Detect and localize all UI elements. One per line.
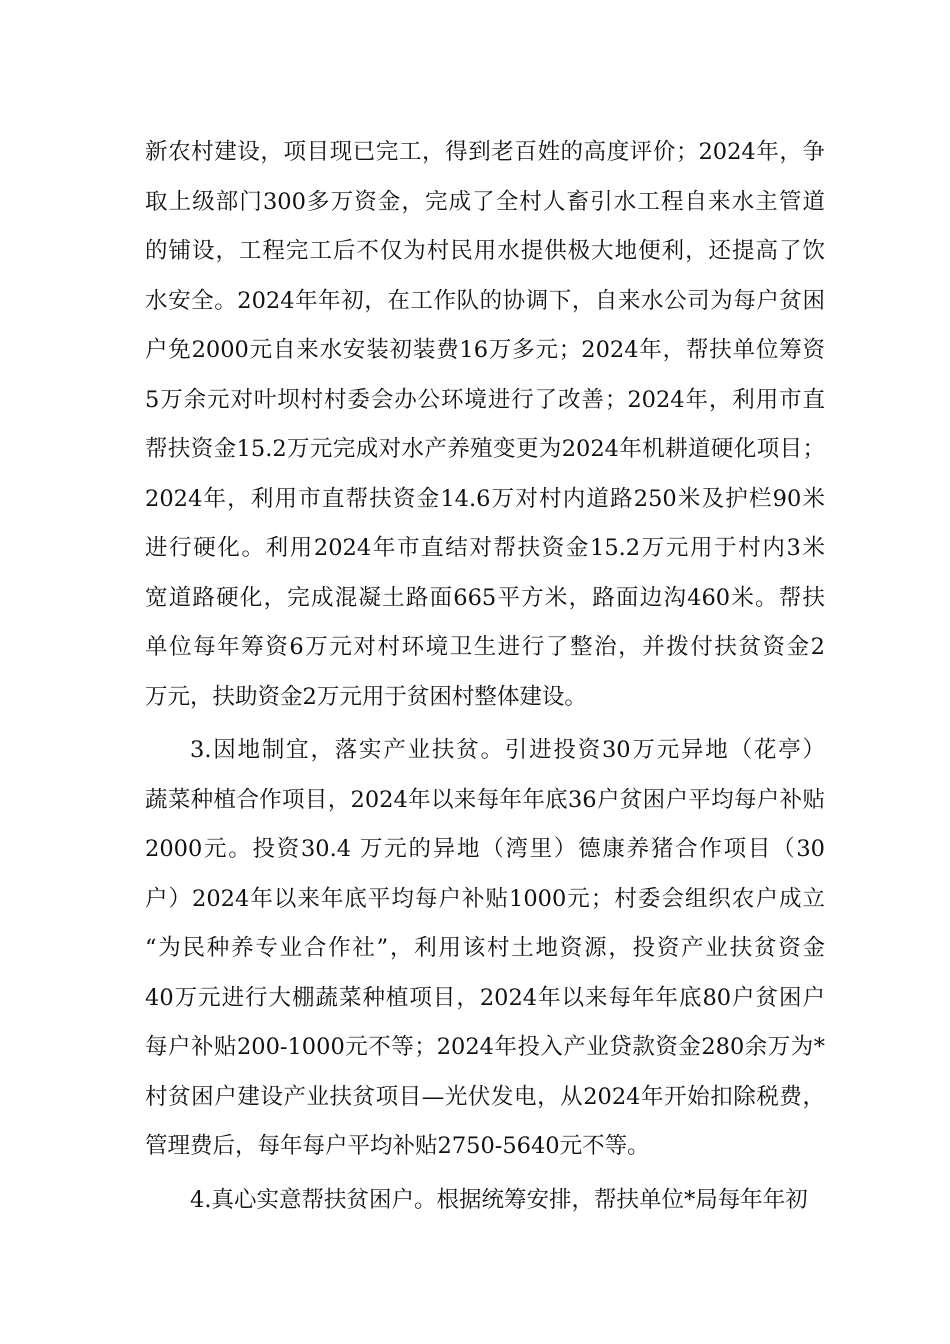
document-body <box>145 128 825 1225</box>
text-line: 2000元。投资30.4 万元的异地（湾里）德康养猪合作项目（30 <box>145 836 825 862</box>
text-line: 宽道路硬化，完成混凝土路面665平方米，路面边沟460米。帮扶 <box>145 584 825 611</box>
text-line: 水安全。2024年年初，在工作队的协调下，自来水公司为每户贫困 <box>145 287 825 314</box>
text-line: 帮扶资金15.2万元完成对水产养殖变更为2024年机耕道硬化项目； <box>145 436 825 462</box>
text-line: 取上级部门300多万资金，完成了全村人畜引水工程自来水主管道 <box>145 188 825 215</box>
text-line: 户）2024年以来年底平均每户补贴1000元；村委会组织农户成立 <box>145 885 825 912</box>
paragraph-3 <box>145 1176 825 1226</box>
text-line: 单位每年筹资6万元对村环境卫生进行了整治，并拨付扶贫资金2 <box>145 634 825 660</box>
text-line: 万元，扶助资金2万元用于贫困村整体建设。 <box>145 683 587 710</box>
text-line: 4.真心实意帮扶贫困户。根据统筹安排，帮扶单位*局每年年初 <box>190 1186 808 1213</box>
text-line: 新农村建设，项目现已完工，得到老百姓的高度评价；2024年，争 <box>145 139 825 165</box>
text-line: 的铺设，工程完工后不仅为村民用水提供极大地便利，还提高了饮 <box>145 238 825 264</box>
text-line: 2024年，利用市直帮扶资金14.6万对村内道路250米及护栏90米 <box>145 485 825 512</box>
text-line: 户免2000元自来水安装初装费16万多元；2024年，帮扶单位筹资 <box>145 337 825 363</box>
text-line: “为民种养专业合作社”，利用该村土地资源，投资产业扶贫资金 <box>145 935 825 961</box>
text-line: 管理费后，每年每户平均补贴2750-5640元不等。 <box>145 1133 650 1159</box>
paragraph-1 <box>145 128 825 722</box>
text-line: 进行硬化。利用2024年市直结对帮扶资金15.2万元用于村内3米 <box>145 535 825 561</box>
paragraph-2 <box>145 726 825 1172</box>
text-line: 蔬菜种植合作项目，2024年以来每年年底36户贫困户平均每户补贴 <box>145 786 825 813</box>
text-line: 3.因地制宜，落实产业扶贫。引进投资30万元异地（花亭） <box>190 737 825 763</box>
text-line: 5万余元对叶坝村村委会办公环境进行了改善；2024年，利用市直 <box>145 386 825 413</box>
text-line: 每户补贴200-1000元不等；2024年投入产业贷款资金280余万为* <box>145 1034 825 1060</box>
text-line: 40万元进行大棚蔬菜种植项目，2024年以来每年年底80户贫困户 <box>145 984 825 1011</box>
text-line: 村贫困户建设产业扶贫项目—光伏发电，从2024年开始扣除税费， <box>145 1083 825 1110</box>
